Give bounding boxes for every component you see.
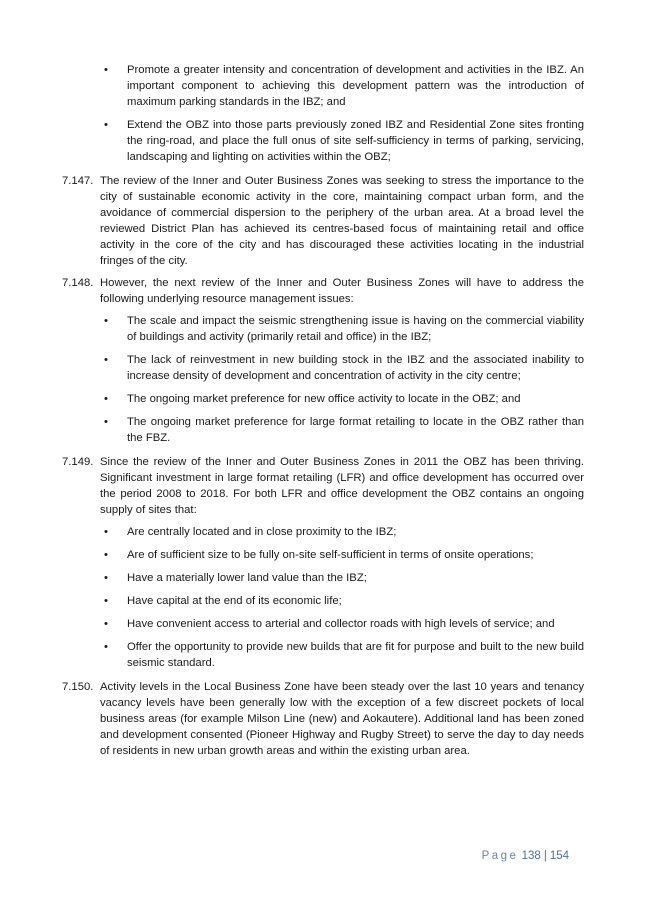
paragraph-number: 7.150. — [62, 681, 94, 693]
paragraph-text: Activity levels in the Local Business Zone have been steady over the last 10 years and tenancy vacancy levels have been generally low with the exception of a few discreet pockets of local business areas (for example Milson Line (new) and Aokautere). Additional land has been zoned and development consented (Pioneer Highway and Rugby Street) to serve the day to day needs of residents in new urban growth areas and within the existing urban area. — [100, 681, 584, 757]
page-label: Page — [481, 850, 519, 862]
bullet-icon: • — [104, 64, 108, 76]
list-item — [62, 524, 584, 540]
list-item — [62, 414, 584, 446]
paragraph-text: The review of the Inner and Outer Business Zones was seeking to stress the importance to the city of sustainable economic activity in the core, maintaining compact urban form, and the avoidance of commercial dispersion to the periphery of the urban area. At a broad level the reviewed District Plan has achieved its centres-based focus of maintaining retail and office activity in the core of the city and has discouraged these activities locating in the industrial fringes of the city. — [100, 175, 584, 267]
bullet-list — [62, 524, 584, 671]
intro-bullet-list — [62, 62, 584, 165]
bullet-icon: • — [104, 549, 108, 561]
bullet-icon: • — [104, 526, 108, 538]
paragraph-7-149 — [62, 454, 584, 671]
list-item — [62, 616, 584, 632]
bullet-text: Have convenient access to arterial and collector roads with high levels of service; and — [127, 618, 555, 630]
paragraph-7-150 — [62, 679, 584, 759]
bullet-text: Have capital at the end of its economic life; — [127, 595, 342, 607]
list-item — [62, 313, 584, 345]
list-item — [62, 352, 584, 384]
list-item — [62, 117, 584, 165]
bullet-icon: • — [104, 595, 108, 607]
total-page-count: 154 — [549, 850, 569, 862]
bullet-text: Have a materially lower land value than the IBZ; — [127, 572, 367, 584]
bullet-text: Are of sufficient size to be fully on-site self-sufficient in terms of onsite operations; — [127, 549, 534, 561]
list-item — [62, 593, 584, 609]
paragraph-7-148 — [62, 275, 584, 446]
paragraph-number: 7.149. — [62, 456, 94, 468]
bullet-text: The lack of reinvestment in new building stock in the IBZ and the associated inability to increase density of development and concentration of activity in the city centre; — [127, 354, 584, 382]
bullet-text: Offer the opportunity to provide new builds that are fit for purpose and built to the new build seismic standard. — [127, 641, 584, 669]
bullet-icon: • — [104, 572, 108, 584]
bullet-icon: • — [104, 119, 108, 131]
list-item — [62, 62, 584, 110]
list-item — [62, 639, 584, 671]
paragraph-text: However, the next review of the Inner and Outer Business Zones will have to address the following underlying resource management issues: — [100, 277, 584, 305]
bullet-icon: • — [104, 641, 108, 653]
paragraph-7-147 — [62, 173, 584, 269]
bullet-icon: • — [104, 354, 108, 366]
bullet-text: The ongoing market preference for new office activity to locate in the OBZ; and — [127, 393, 521, 405]
bullet-text: Are centrally located and in close proximity to the IBZ; — [127, 526, 397, 538]
bullet-icon: • — [104, 315, 108, 327]
list-item — [62, 391, 584, 407]
bullet-icon: • — [104, 416, 108, 428]
paragraph-text: Since the review of the Inner and Outer Business Zones in 2011 the OBZ has been thriving. Significant investment in large format retailing (LFR) and office development has occurred over the period 2008 to 2018. For both LFR and office development the OBZ contains an ongoing supply of sites that: — [100, 456, 584, 516]
list-item — [62, 570, 584, 586]
current-page-number: 138 — [521, 850, 541, 862]
page-separator: | — [543, 850, 547, 862]
paragraph-number: 7.148. — [62, 277, 94, 289]
bullet-text: The scale and impact the seismic strengthening issue is having on the commercial viability of buildings and activity (primarily retail and office) in the IBZ; — [127, 315, 584, 343]
bullet-icon: • — [104, 618, 108, 630]
bullet-icon: • — [104, 393, 108, 405]
page-footer — [482, 850, 569, 862]
bullet-text: Extend the OBZ into those parts previously zoned IBZ and Residential Zone sites fronting the ring-road, and place the full onus of site self-sufficiency in terms of parking, servicing, landscaping and lighting on activities within the OBZ; — [127, 119, 584, 163]
page-content — [62, 62, 584, 765]
list-item — [62, 547, 584, 563]
bullet-list — [62, 313, 584, 446]
bullet-text: Promote a greater intensity and concentration of development and activities in the IBZ. An important component to achieving this development pattern was the introduction of maximum parking standards in the IBZ; and — [127, 64, 584, 108]
bullet-text: The ongoing market preference for large format retailing to locate in the OBZ rather than the FBZ. — [127, 416, 584, 444]
paragraph-number: 7.147. — [62, 175, 94, 187]
